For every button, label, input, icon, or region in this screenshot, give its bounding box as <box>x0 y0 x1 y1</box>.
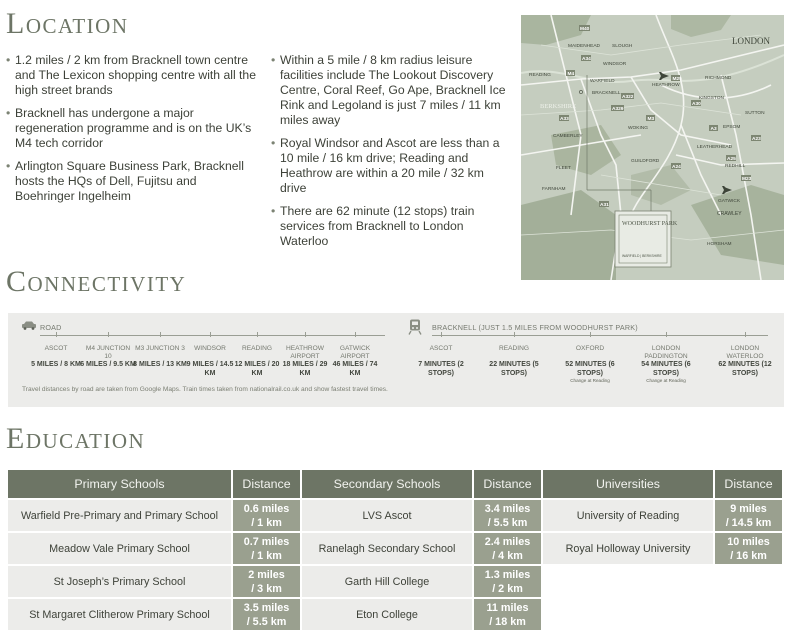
road-stop-name: GATWICK AIRPORT <box>339 345 371 360</box>
road-label: A30 <box>692 101 701 107</box>
woodhurst-logo-sub: WARFIELD | BERKSHIRE <box>622 254 662 258</box>
road-label: A33 <box>560 116 569 122</box>
education-heading: Education <box>6 422 146 455</box>
road-stop-value: 12 MILES / 20 KM <box>234 361 280 377</box>
location-list-left <box>6 53 258 212</box>
rail-stop-note: Change at Reading <box>646 378 686 383</box>
rail-stop-name: LONDON PADDINGTON <box>644 345 688 360</box>
map-label-leatherhead: LEATHERHEAD <box>697 145 733 150</box>
map-label-guildford: GUILDFORD <box>631 159 660 164</box>
university-distance: 10 miles / 16 km <box>715 533 782 564</box>
road-label: A34 <box>582 56 591 62</box>
header-distance: Distance <box>233 470 300 498</box>
header-secondary: Secondary Schools <box>302 470 472 498</box>
location-item: • Bracknell has undergone a major regeneration programme and is on the UK’s M4 tech corridor <box>6 106 258 151</box>
rail-stop-name: READING <box>498 345 530 352</box>
location-item: • Royal Windsor and Ascot are less than a 10 mile / 16 km drive; Reading and Heathrow are within a 20 mile / 32 km drive <box>271 136 511 196</box>
school-distance: 2.4 miles / 4 km <box>474 533 541 564</box>
road-label: A31 <box>600 202 609 208</box>
table-row <box>8 599 782 630</box>
road-label: A24 <box>672 164 681 170</box>
location-heading: Location <box>6 7 129 40</box>
map-label-reading: READING <box>529 73 551 78</box>
road-stop-value: 8 MILES / 13 KM <box>133 361 187 368</box>
rail-stop-name: OXFORD <box>575 345 605 352</box>
road-label: M3 <box>647 116 655 122</box>
road-label: A23 <box>752 136 761 142</box>
school-name: Eton College <box>302 599 472 630</box>
school-distance: 0.6 miles / 1 km <box>233 500 300 531</box>
rail-stop-name: LONDON WATERLOO <box>726 345 764 360</box>
road-stop-value: 18 MILES / 29 KM <box>282 361 328 377</box>
header-primary: Primary Schools <box>8 470 231 498</box>
road-label: A322 <box>622 94 634 100</box>
rail-stop-value: 62 MINUTES (12 STOPS) <box>718 361 772 377</box>
university-name: Royal Holloway University <box>543 533 713 564</box>
road-stop-name: READING <box>241 345 273 352</box>
location-item: • There are 62 minute (12 stops) train services from Bracknell to London Waterloo <box>271 204 511 249</box>
school-name: Garth Hill College <box>302 566 472 597</box>
school-distance: 3.5 miles / 5.5 km <box>233 599 300 630</box>
car-icon <box>21 321 37 330</box>
map-label-farnham: FARNHAM <box>542 187 566 192</box>
map-label-horsham: HORSHAM <box>707 242 732 247</box>
school-name: St Joseph’s Primary School <box>8 566 231 597</box>
school-distance: 11 miles / 18 km <box>474 599 541 630</box>
map-label-warfield: WARFIELD <box>590 79 615 84</box>
school-name: St Margaret Clitherow Primary School <box>8 599 231 630</box>
map-label-camberley: CAMBERLEY <box>553 134 583 139</box>
road-stop-name: HEATHROW AIRPORT <box>286 345 324 360</box>
train-icon <box>408 319 422 335</box>
location-map <box>521 15 784 280</box>
empty-cell <box>543 599 713 630</box>
road-label: A3 <box>710 126 717 132</box>
table-row <box>8 566 782 597</box>
education-table <box>6 468 784 632</box>
rail-stop-value: 52 MINUTES (6 STOPS) <box>565 361 615 377</box>
map-label-gatwick: GATWICK <box>718 199 741 204</box>
road-stop-value: 6 MILES / 9.5 KM <box>80 361 136 368</box>
road-label: M25 <box>672 76 682 82</box>
woodhurst-logo-name: WOODHURST PARK <box>622 221 678 227</box>
table-row <box>8 500 782 531</box>
connectivity-panel <box>8 313 784 407</box>
road-label: A329 <box>612 106 624 112</box>
school-name: LVS Ascot <box>302 500 472 531</box>
empty-cell <box>715 599 782 630</box>
map-label-richmond: RICHMOND <box>705 76 732 81</box>
map-label-bracknell: BRACKNELL <box>592 91 621 96</box>
rail-stop-value: 54 MINUTES (6 STOPS) <box>641 361 691 377</box>
map-label-slough: SLOUGH <box>612 44 633 49</box>
rail-label: BRACKNELL (JUST 1.5 MILES FROM WOODHURST PARK) <box>432 323 638 332</box>
road-stop-name: M3 JUNCTION 3 <box>135 345 185 352</box>
road-label: ROAD <box>40 323 62 332</box>
empty-cell <box>715 566 782 597</box>
school-name: Warfield Pre-Primary and Primary School <box>8 500 231 531</box>
school-name: Meadow Vale Primary School <box>8 533 231 564</box>
road-label: M40 <box>580 26 590 32</box>
location-item: • Within a 5 mile / 8 km radius leisure facilities include The Lookout Discovery Centre, Coral Reef, Go Ape, Bracknell Ice Rink and Legoland is just 7 miles / 11 km miles away <box>271 53 511 128</box>
road-label: A25 <box>727 156 736 162</box>
school-name: Ranelagh Secondary School <box>302 533 472 564</box>
location-list-right <box>271 53 511 257</box>
connectivity-footnote: Travel distances by road are taken from Google Maps. Train times taken from nationalrail.co.uk and show fastest travel times. <box>22 386 388 393</box>
school-distance: 2 miles / 3 km <box>233 566 300 597</box>
road-label: M23 <box>742 176 752 182</box>
table-row <box>8 533 782 564</box>
map-label-crawley: CRAWLEY <box>717 211 742 217</box>
map-label-london: LONDON <box>732 36 770 46</box>
university-distance: 9 miles / 14.5 km <box>715 500 782 531</box>
education-header-row <box>8 470 782 498</box>
map-label-berkshire: BERKSHIRE <box>540 103 577 110</box>
map-label-kingston: KINGSTON <box>699 96 724 101</box>
connectivity-heading: Connectivity <box>6 265 187 298</box>
road-stop-name: ASCOT <box>44 345 68 352</box>
empty-cell <box>543 566 713 597</box>
school-distance: 3.4 miles / 5.5 km <box>474 500 541 531</box>
school-distance: 1.3 miles / 2 km <box>474 566 541 597</box>
location-item: • Arlington Square Business Park, Bracknell hosts the HQs of Dell, Fujitsu and Boehringer Ingelheim <box>6 159 258 204</box>
road-stop-value: 9 MILES / 14.5 KM <box>186 361 234 377</box>
road-label: M4 <box>567 71 575 77</box>
location-item: • 1.2 miles / 2 km from Bracknell town centre and The Lexicon shopping centre with all the high street brands <box>6 53 258 98</box>
map-label-redhill: REDHILL <box>725 164 746 169</box>
rail-stop-value: 22 MINUTES (5 STOPS) <box>489 361 539 377</box>
header-universities: Universities <box>543 470 713 498</box>
road-stop-name: M4 JUNCTION 10 <box>85 345 131 360</box>
map-label-sutton: SUTTON <box>745 111 765 116</box>
rail-stop-value: 7 MINUTES (2 STOPS) <box>418 361 464 377</box>
school-distance: 0.7 miles / 1 km <box>233 533 300 564</box>
map-label-epsom: EPSOM <box>723 125 741 130</box>
road-stop-value: 5 MILES / 8 KM <box>31 361 81 368</box>
map-label-woking: WOKING <box>628 126 648 131</box>
rail-stop-name: ASCOT <box>429 345 453 352</box>
map-label-maidenhead: MAIDENHEAD <box>568 44 600 49</box>
map-label-fleet: FLEET <box>556 166 571 171</box>
road-stop-name: WINDSOR <box>194 345 226 352</box>
map-label-heathrow: HEATHROW <box>652 83 680 88</box>
header-distance: Distance <box>715 470 782 498</box>
road-stop-value: 46 MILES / 74 KM <box>332 361 378 377</box>
university-name: University of Reading <box>543 500 713 531</box>
rail-stop-note: Change at Reading <box>570 378 610 383</box>
map-label-windsor: WINDSOR <box>603 62 627 67</box>
header-distance: Distance <box>474 470 541 498</box>
